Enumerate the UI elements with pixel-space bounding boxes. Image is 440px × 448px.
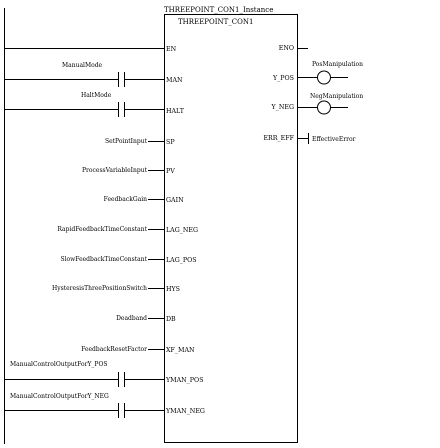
manual-mode-label: ManualMode <box>62 62 103 69</box>
neg-manipulation-label: NegManipulation <box>310 93 364 100</box>
pin-db: DB <box>166 316 176 323</box>
rapid-feedback-label: RapidFeedbackTimeConstant <box>57 226 147 233</box>
slow-feedback-label: SlowFeedbackTimeConstant <box>60 256 147 263</box>
feedback-reset-label: FeedbackResetFactor <box>81 346 147 353</box>
halt-mode-label: HaltMode <box>81 92 112 99</box>
pin-pv: PV <box>166 168 175 175</box>
pin-man: MAN <box>166 77 183 84</box>
manual-pos-label: ManualControlOutputForY_POS <box>10 361 108 368</box>
setpoint-input-label: SetPointInput <box>104 138 147 145</box>
pin-hys: HYS <box>166 286 180 293</box>
feedback-gain-label: FeedbackGain <box>103 196 147 203</box>
pin-lag-neg: LAG_NEG <box>166 227 199 234</box>
pin-sp: SP <box>166 139 175 146</box>
process-variable-label: ProcessVariableInput <box>82 167 147 174</box>
pin-gain: GAIN <box>166 197 184 204</box>
hysteresis-label: HysteresisThreePositionSwitch <box>51 285 147 292</box>
neg-manipulation-coil[interactable] <box>318 101 331 114</box>
pos-manipulation-coil[interactable] <box>318 71 331 84</box>
pin-eno: ENO <box>278 45 294 52</box>
pin-halt: HALT <box>166 108 184 115</box>
pin-yman-neg: YMAN_NEG <box>166 408 205 415</box>
pin-xf-man: XF_MAN <box>166 347 195 354</box>
pin-y-neg: Y_NEG <box>271 104 294 111</box>
deadband-label: Deadband <box>116 315 147 322</box>
pos-manipulation-label: PosManipulation <box>312 61 363 68</box>
block-instance-name: THREEPOINT_CON1_Instance <box>164 6 274 14</box>
pin-yman-pos: YMAN_POS <box>166 377 204 384</box>
pin-lag-pos: LAG_POS <box>166 257 197 264</box>
pin-y-pos: Y_POS <box>272 75 294 82</box>
pin-err-eff: ERR_EFF <box>263 135 294 142</box>
pin-en: EN <box>166 46 177 53</box>
effective-error-label: EffectiveError <box>312 136 356 143</box>
block-type-name: THREEPOINT_CON1 <box>178 18 254 26</box>
manual-neg-label: ManualControlOutputForY_NEG <box>10 393 109 400</box>
